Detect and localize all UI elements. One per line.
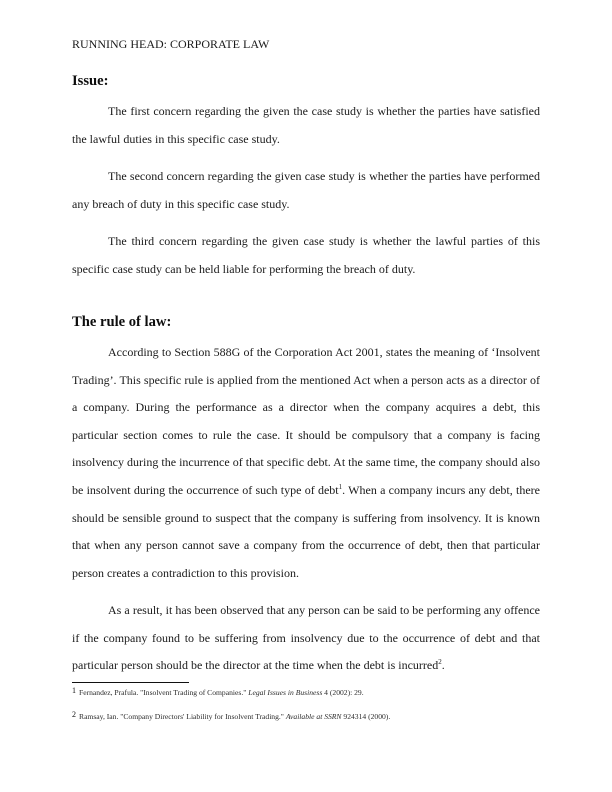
heading-issue: Issue: [72, 73, 109, 89]
footnote-journal: Available at SSRN [285, 712, 342, 721]
issue-paragraph-2: The second concern regarding the given case study is whether the parties have performed any breach of duty in this specific case study. [72, 169, 540, 211]
rule-paragraph-1-text-b: . When a company incurs any debt, there should be sensible ground to suspect that the company is suffering from insolvency. It is known that when any person cannot save a company from the occurrence of debt, then that particular person creates a contradiction to this provision. [72, 482, 541, 580]
footnote-ref-1[interactable]: 1 [338, 482, 343, 491]
footnote-citation: 4 (2002): 29. [322, 688, 364, 697]
rule-paragraph-2-text-a: As a result, it has been observed that any person can be said to be performing any offence if the company found to be suffering from insolvency due to the occurrence of debt and that particular person should be the director at the time when the debt is incurred [72, 603, 540, 673]
footnote-citation: 924314 (2000). [341, 712, 391, 721]
rule-of-law-paragraph-2 [72, 597, 540, 680]
rule-paragraph-2-text-b: . [441, 658, 445, 673]
footnote-separator [72, 682, 189, 683]
footnote-number: 2 [72, 710, 76, 719]
running-head: RUNNING HEAD: CORPORATE LAW [72, 37, 270, 51]
issue-paragraph-3: The third concern regarding the given case study is whether the lawful parties of this specific case study can be held liable for performing the breach of duty. [72, 234, 540, 276]
footnote-1 [72, 686, 540, 698]
rule-paragraph-1-text-a: According to Section 588G of the Corporation Act 2001, states the meaning of ‘Insolvent Trading’. This specific rule is applied from the mentioned Act when a person acts as a director of a company. During the performance as a director when the company acquires a debt, this particular section comes to rule the case. It should be compulsory that a company is facing insolvency during the incurrence of that specific debt. At the same time, the company should also be insolvent during the occurrence of such type of debt [72, 345, 540, 497]
footnote-2 [72, 710, 540, 722]
footnote-ref-2[interactable]: 2 [438, 658, 442, 667]
footnote-text: Fernandez, Prafula. "Insolvent Trading of Companies." [79, 688, 249, 697]
issue-paragraph-1: The first concern regarding the given the case study is whether the parties have satisfied the lawful duties in this specific case study. [72, 104, 540, 146]
footnote-text: Ramsay, Ian. "Company Directors' Liability for Insolvent Trading." [79, 712, 286, 721]
rule-of-law-paragraph-1 [72, 339, 540, 587]
footnote-number: 1 [72, 686, 76, 695]
heading-rule-of-law: The rule of law: [72, 314, 172, 330]
footnote-journal: Legal Issues in Business [248, 688, 323, 697]
